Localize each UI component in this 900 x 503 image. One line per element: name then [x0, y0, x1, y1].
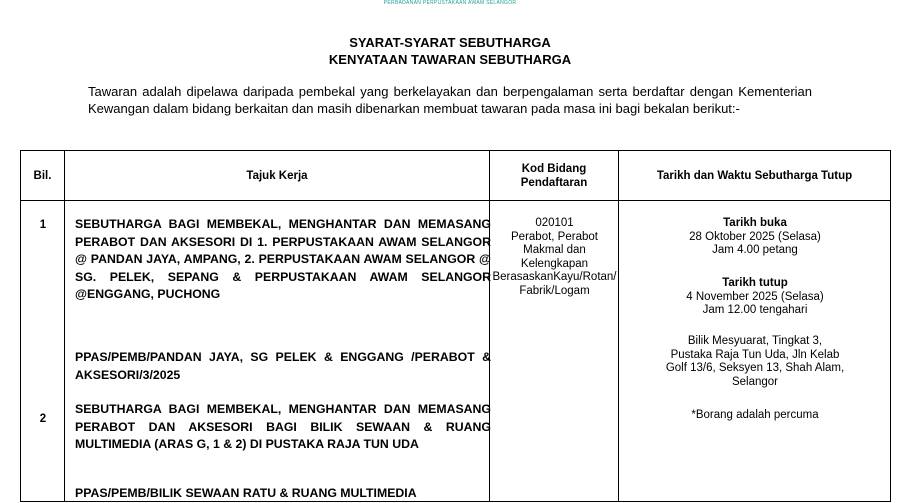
header-tajuk-kerja: Tajuk Kerja — [65, 151, 490, 201]
item-reference: PPAS/PEMB/BILIK SEWAAN RATU & RUANG MULTIMEDIA — [75, 486, 417, 500]
table-row — [21, 201, 891, 502]
kod-desc-line: Fabrik/Logam — [519, 284, 590, 297]
tajuk-cell — [65, 201, 490, 502]
bil-cell — [21, 201, 65, 502]
closing-date: 4 November 2025 (Selasa) — [686, 290, 824, 303]
closing-date-label: Tarikh tutup — [722, 277, 788, 289]
tarikh-cell — [619, 201, 891, 502]
item-title: SEBUTHARGA BAGI MEMBEKAL, MENGHANTAR DAN MEMASANG PERABOT DAN AKSESORI BAGI BILIK SEWAAN & RUANG MULTIMEDIA (ARAS G, 1 & 2) DI PUSTAKA RAJA TUN UDA — [75, 402, 491, 451]
organization-name: PERBADANAN PERPUSTAKAAN AWAM SELANGOR — [383, 0, 517, 6]
location-block — [619, 335, 891, 389]
kod-code: 020101 — [535, 217, 574, 229]
location-line: Golf 13/6, Seksyen 13, Shah Alam, — [665, 362, 845, 374]
kod-desc-line: Kelengkapan — [520, 257, 589, 270]
opening-date: 28 Oktober 2025 (Selasa) — [689, 230, 821, 243]
item-title: SEBUTHARGA BAGI MEMBEKAL, MENGHANTAR DAN MEMASANG PERABOT DAN AKSESORI DI 1. PERPUSTAKAAN AWAM SELANGOR @ PANDAN JAYA, AMPANG, 2. PERPUSTAKAAN AWAM SELANGOR @ SG. PELEK, SEPANG & PERPUSTAKAAN AWAM SELANGOR @ENGGANG, PUCHONG — [75, 217, 491, 301]
intro-paragraph: Tawaran adalah dipelawa daripada pembekal yang berkelayakan dan berpengalaman serta berdaftar dengan Kementerian Kewangan dalam bidang berkaitan dan masih dibenarkan membuat tawaran pada masa ini bagi bekalan berikut:- — [88, 84, 812, 116]
location-line: Selangor — [731, 375, 779, 388]
header-bil: Bil. — [21, 151, 65, 201]
closing-time: Jam 12.00 tengahari — [702, 304, 808, 316]
free-form-note: *Borang adalah percuma — [691, 409, 819, 421]
opening-date-block — [619, 217, 891, 258]
row-number: 1 — [39, 219, 47, 231]
item-reference: PPAS/PEMB/PANDAN JAYA, SG PELEK & ENGGANG /PERABOT & AKSESORI/3/2025 — [75, 350, 491, 382]
location-line: Pustaka Raja Tun Uda, Jln Kelab — [670, 348, 840, 361]
header-kod-bidang: Kod Bidang Pendaftaran — [490, 151, 619, 201]
row-number: 2 — [39, 413, 47, 425]
location-line: Bilik Mesyuarat, Tingkat 3, — [687, 335, 823, 347]
kod-bidang — [490, 217, 619, 298]
tender-table — [20, 150, 891, 502]
document-title: SYARAT-SYARAT SEBUTHARGA — [349, 35, 551, 50]
kod-desc-line: Perabot, Perabot — [511, 230, 598, 243]
header-tarikh-waktu: Tarikh dan Waktu Sebutharga Tutup — [619, 151, 891, 201]
closing-date-block — [619, 277, 891, 318]
opening-date-label: Tarikh buka — [723, 217, 787, 229]
table-header-row — [21, 151, 891, 201]
document-subtitle: KENYATAAN TAWARAN SEBUTHARGA — [328, 52, 572, 67]
kod-cell — [490, 201, 619, 502]
kod-desc-line: Makmal dan — [523, 244, 586, 256]
kod-desc-line: BerasaskanKayu/Rotan/ — [492, 271, 617, 283]
opening-time: Jam 4.00 petang — [712, 244, 798, 256]
